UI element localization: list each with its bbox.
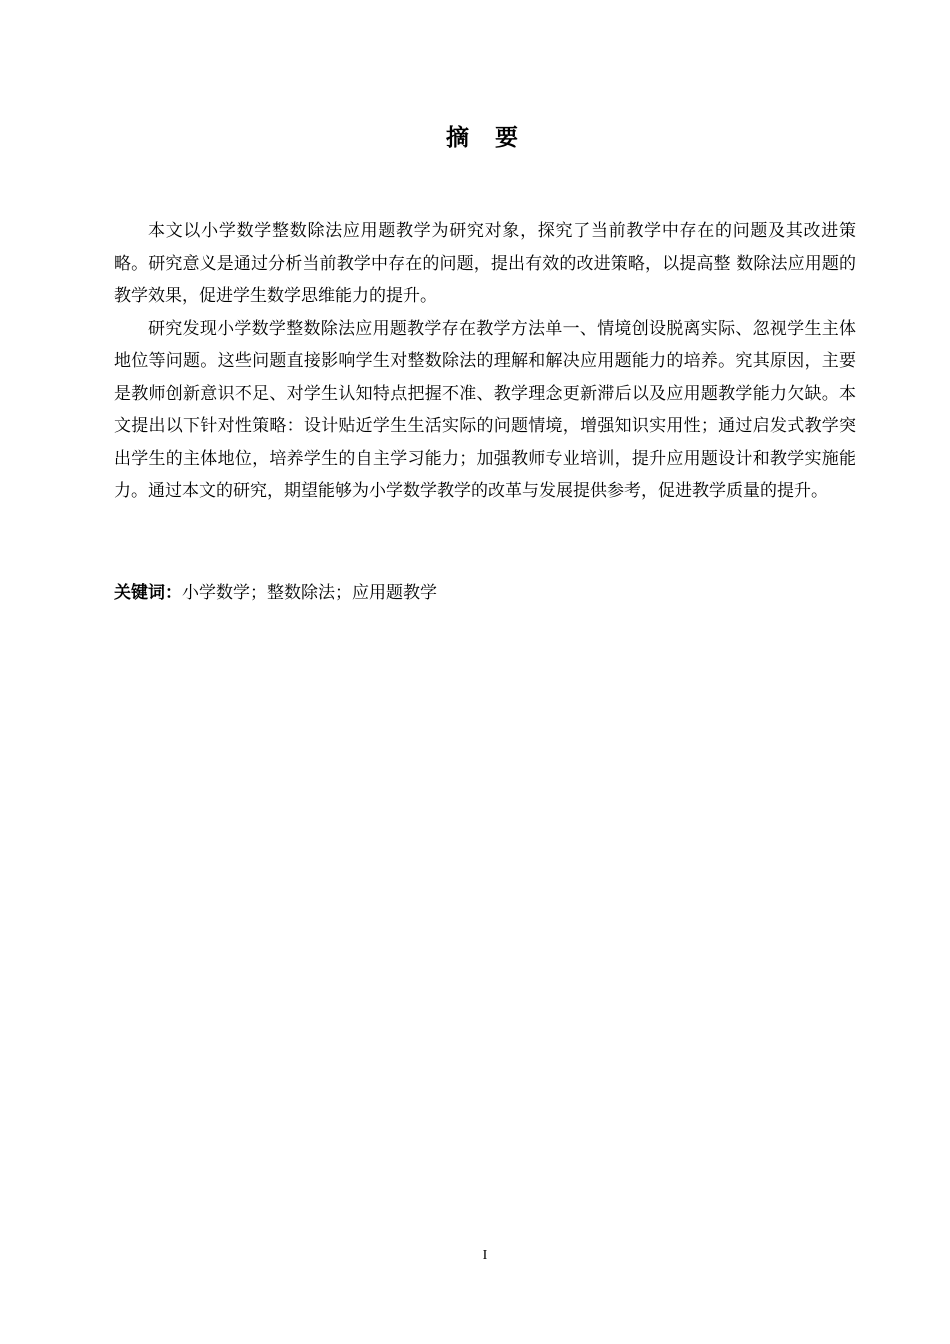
page-title bbox=[0, 120, 950, 156]
keywords-line bbox=[114, 577, 856, 609]
abstract-paragraph-2: 研究发现小学数学整数除法应用题教学存在教学方法单一、情境创设脱离实际、忽视学生主体地位等问题。这些问题直接影响学生对整数除法的理解和解决应用题能力的培养。究其原因，主要是教师创新意识不足、对学生认知特点把握不准、教学理念更新滞后以及应用题教学能力欠缺。本文提出以下针对性策略：设计贴近学生生活实际的问题情境，增强知识实用性；通过启发式教学突出学生的主体地位，培养学生的自主学习能力；加强教师专业培训，提升应用题设计和教学实施能力。通过本文的研究，期望能够为小学数学教学的改革与发展提供参考，促进教学质量的提升。 bbox=[114, 318, 856, 501]
keywords-text: 小学数学；整数除法；应用题教学 bbox=[182, 583, 437, 603]
title-char-1: 摘 bbox=[446, 125, 469, 151]
title-char-2: 要 bbox=[495, 125, 518, 151]
page-number: I bbox=[482, 1248, 488, 1263]
abstract-paragraph-1: 本文以小学数学整数除法应用题教学为研究对象，探究了当前教学中存在的问题及其改进策略。研究意义是通过分析当前教学中存在的问题，提出有效的改进策略，以提高整 数除法应用题的教学效果，促进学生数学思维能力的提升。 bbox=[114, 221, 856, 306]
abstract-body bbox=[114, 215, 856, 508]
keywords-label: 关键词： bbox=[114, 583, 182, 603]
